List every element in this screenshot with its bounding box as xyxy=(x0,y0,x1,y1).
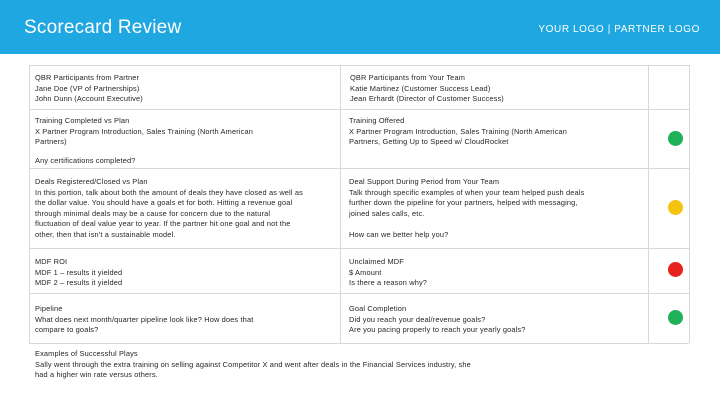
goal-completion-cell xyxy=(349,304,526,336)
cell-line: In this portion, talk about both the amount of deals they have closed as well as xyxy=(35,187,303,197)
cell-line: Deals Registered/Closed vs Plan xyxy=(35,177,148,186)
table-rule xyxy=(29,343,689,344)
table-rule xyxy=(29,293,689,294)
table-rule xyxy=(689,65,690,343)
deals-registered-cell xyxy=(35,177,303,240)
table-rule xyxy=(648,65,649,343)
cell-line: Training Offered xyxy=(349,116,405,125)
cell-line: Jane Doe (VP of Partnerships) xyxy=(35,83,140,93)
cell-line: Pipeline xyxy=(35,304,63,313)
cell-line: MDF ROI xyxy=(35,257,68,266)
cell-line: QBR Participants from Partner xyxy=(35,73,140,82)
cell-line: Talk through specific examples of when your team helped push deals xyxy=(349,187,585,197)
training-completed-cell xyxy=(35,116,253,148)
cell-line: Is there a reason why? xyxy=(349,278,428,287)
cell-line: through minimal deals may be a cause for concern due to the natural xyxy=(35,208,271,218)
logo-placeholder: YOUR LOGO | PARTNER LOGO xyxy=(538,24,700,35)
cell-line: further down the pipeline for your partners, helped with messaging, xyxy=(349,198,578,207)
partner-participants-cell xyxy=(35,73,143,105)
cell-line: X Partner Program Introduction, Sales Training (North American xyxy=(349,126,567,136)
deal-support-cell xyxy=(349,177,584,240)
certifications-cell xyxy=(35,156,135,167)
status-dot-yellow xyxy=(668,200,683,215)
cell-line: Partners, Getting Up to Speed w/ CloudRocket xyxy=(349,137,509,146)
cell-line: How can we better help you? xyxy=(349,229,449,239)
cell-line: Training Completed vs Plan xyxy=(35,116,130,125)
status-dot-green xyxy=(668,131,683,146)
table-rule xyxy=(29,168,689,169)
cell-line: Sally went through the extra training on selling against Competitor X and went after deals in the Financial Services industry, she xyxy=(35,359,471,369)
cell-line: MDF 2 – results it yielded xyxy=(35,278,123,287)
table-rule xyxy=(29,65,689,66)
cell-line: Did you reach your deal/revenue goals? xyxy=(349,314,486,324)
cell-line: John Dunn (Account Executive) xyxy=(35,94,143,103)
cell-line: Katie Martinez (Customer Success Lead) xyxy=(350,83,491,93)
successful-plays-section xyxy=(35,349,471,381)
cell-line: the dollar value. You should have a goals et for both. Hitting a revenue goal xyxy=(35,198,293,207)
cell-line: $ Amount xyxy=(349,267,382,277)
cell-line: compare to goals? xyxy=(35,325,99,334)
table-rule xyxy=(29,65,30,343)
table-rule xyxy=(29,109,689,110)
mdf-roi-cell xyxy=(35,257,122,289)
cell-line: other, then that isn't a sustainable model. xyxy=(35,229,176,239)
pipeline-cell xyxy=(35,304,253,336)
cell-line: joined sales calls, etc. xyxy=(349,208,425,218)
status-dot-green xyxy=(668,310,683,325)
cell-line: Jean Erhardt (Director of Customer Success) xyxy=(350,94,504,103)
cell-line xyxy=(349,219,584,230)
cell-line: fluctuation of deal value year to year. If the partner hit one goal and not the xyxy=(35,219,291,228)
cell-line: Examples of Successful Plays xyxy=(35,349,138,358)
cell-line: Unclaimed MDF xyxy=(349,257,404,266)
table-rule xyxy=(340,109,341,343)
cell-line: Partners) xyxy=(35,137,67,146)
table-rule xyxy=(340,65,341,109)
cell-line: Are you pacing properly to reach your yearly goals? xyxy=(349,325,526,334)
cell-line: Deal Support During Period from Your Team xyxy=(349,177,500,186)
unclaimed-mdf-cell xyxy=(349,257,427,289)
cell-line: MDF 1 – results it yielded xyxy=(35,267,123,277)
training-offered-cell xyxy=(349,116,567,148)
status-dot-red xyxy=(668,262,683,277)
cell-line: QBR Participants from Your Team xyxy=(350,73,466,82)
cell-line: had a higher win rate versus others. xyxy=(35,370,158,379)
cell-line: Goal Completion xyxy=(349,304,407,313)
cell-line: What does next month/quarter pipeline look like? How does that xyxy=(35,314,254,324)
table-rule xyxy=(29,248,689,249)
page-title: Scorecard Review xyxy=(24,17,182,38)
team-participants-cell xyxy=(350,73,504,105)
cell-line: Any certifications completed? xyxy=(35,156,136,165)
cell-line: X Partner Program Introduction, Sales Training (North American xyxy=(35,126,253,136)
